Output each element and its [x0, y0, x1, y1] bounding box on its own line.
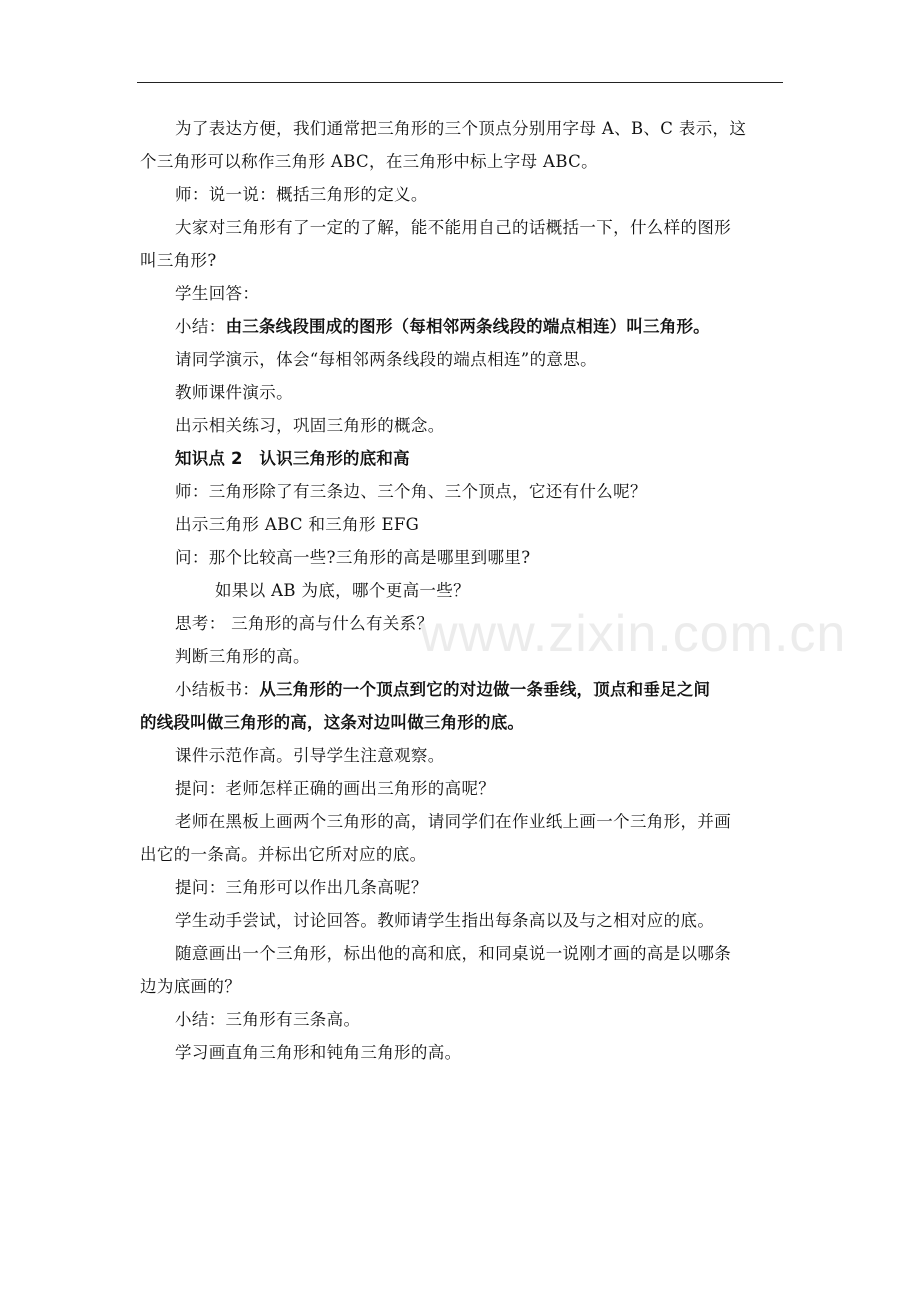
watermark: www.zixin.com.cn [420, 605, 847, 663]
text-segment: 叫三角形? [140, 251, 217, 270]
text-segment: 小结： [175, 317, 226, 336]
text-line [140, 343, 785, 376]
text-segment: 出它的一条高。并标出它所对应的底。 [140, 845, 427, 864]
text-line [140, 277, 785, 310]
text-line [140, 244, 785, 277]
text-line [140, 673, 785, 706]
text-line [140, 475, 785, 508]
text-segment: 学习画直角三角形和钝角三角形的高。 [175, 1043, 462, 1062]
text-segment: 判断三角形的高。 [175, 647, 310, 666]
text-segment: 师：说一说：概括三角形的定义。 [175, 185, 428, 204]
text-segment: 个三角形可以称作三角形 ABC，在三角形中标上字母 ABC。 [140, 152, 598, 171]
text-segment: 出示相关练习，巩固三角形的概念。 [175, 416, 445, 435]
text-line [140, 805, 785, 838]
text-segment: 学生回答： [175, 284, 260, 303]
text-segment: 出示三角形 ABC 和三角形 EFG [175, 515, 420, 534]
text-segment: 大家对三角形有了一定的了解，能不能用自己的话概括一下，什么样的图形 [175, 218, 732, 237]
header-rule [137, 82, 783, 83]
bold-text: 从三角形的一个顶点到它的对边做一条垂线，顶点和垂足之间 [259, 680, 711, 699]
text-line [140, 1036, 785, 1069]
text-line [140, 937, 785, 970]
text-segment: 提问：老师怎样正确的画出三角形的高呢？ [175, 779, 496, 798]
text-segment: 为了表达方便，我们通常把三角形的三个顶点分别用字母 A、B、C 表示，这 [175, 119, 747, 138]
text-line [140, 409, 785, 442]
text-line [140, 970, 785, 1003]
text-segment: 老师在黑板上画两个三角形的高，请同学们在作业纸上画一个三角形，并画 [175, 812, 732, 831]
text-segment: 小结：三角形有三条高。 [175, 1010, 361, 1029]
bold-text: 知识点 2 认识三角形的底和高 [175, 449, 410, 468]
text-segment: 随意画出一个三角形，标出他的高和底，和同桌说一说刚才画的高是以哪条 [175, 944, 732, 963]
text-line [140, 574, 785, 607]
text-line [140, 112, 785, 145]
text-segment: 问：那个比较高一些?三角形的高是哪里到哪里? [175, 548, 531, 567]
text-line [140, 838, 785, 871]
text-line [140, 1003, 785, 1036]
text-segment: 如果以 AB 为底，哪个更高一些？ [215, 581, 470, 600]
text-line [140, 442, 785, 475]
text-line [140, 178, 785, 211]
text-line [140, 310, 785, 343]
text-line [140, 904, 785, 937]
text-line [140, 508, 785, 541]
bold-text: 由三条线段围成的图形（每相邻两条线段的端点相连）叫三角形。 [225, 317, 710, 336]
bold-text: 的线段叫做三角形的高，这条对边叫做三角形的底。 [140, 713, 525, 732]
text-segment: 师：三角形除了有三条边、三个角、三个顶点，它还有什么呢？ [175, 482, 647, 501]
text-line [140, 145, 785, 178]
text-segment: 小结板书： [175, 680, 260, 699]
text-segment: 课件示范作高。引导学生注意观察。 [175, 746, 445, 765]
text-line [140, 607, 785, 640]
text-segment: 请同学演示，体会“每相邻两条线段的端点相连”的意思。 [175, 350, 597, 369]
text-line [140, 871, 785, 904]
text-segment: 提问：三角形可以作出几条高呢？ [175, 878, 428, 897]
text-segment: 学生动手尝试，讨论回答。教师请学生指出每条高以及与之相对应的底。 [175, 911, 715, 930]
text-segment: 教师课件演示。 [175, 383, 293, 402]
text-line [140, 541, 785, 574]
text-line [140, 640, 785, 673]
text-line [140, 376, 785, 409]
text-line [140, 706, 785, 739]
document-body [140, 112, 785, 1069]
text-segment: 边为底画的？ [140, 977, 242, 996]
text-segment: 思考： 三角形的高与什么有关系？ [175, 614, 434, 633]
text-line [140, 211, 785, 244]
text-line [140, 772, 785, 805]
text-line [140, 739, 785, 772]
